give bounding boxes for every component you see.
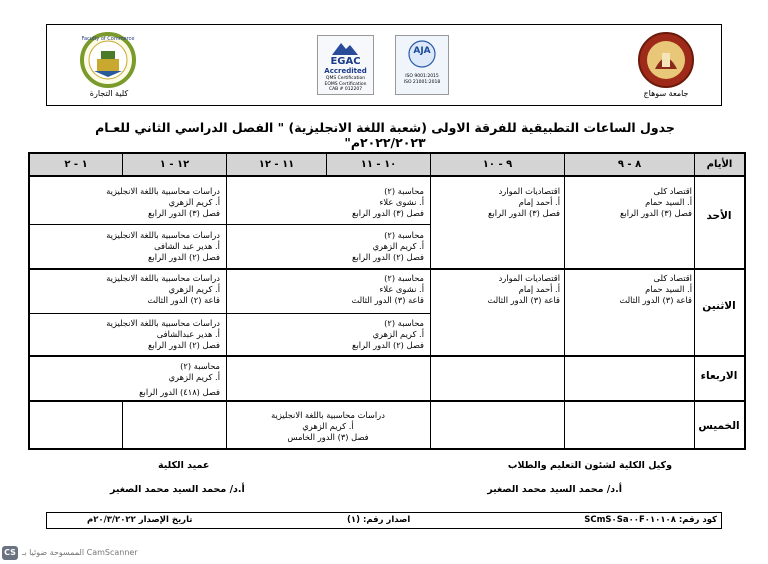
egac-lines: QMS Certification EOMS Certification CAB # 012207 [324, 76, 367, 92]
session-mon-english-accounting-a: دراسات محاسبية باللغة الانجليزية أ. كريم الزهري قاعة (٢) الدور الثالث [106, 273, 220, 305]
aja-certificate [395, 35, 449, 95]
day-sunday: الأحد [706, 210, 732, 222]
document-code: كود رقم: SCmS٠Sa٠٠F٠١٠١٠٨ [584, 515, 717, 525]
col-header-11-12: ١١ - ١٢ [226, 154, 326, 175]
faculty-of-commerce-logo [77, 31, 139, 89]
day-thursday: الخميس [698, 420, 740, 432]
right-logo-label: جامعة سوهاج [643, 89, 689, 98]
session-thu-english-accounting: دراسات محاسبية باللغة الانجليزية أ. كريم الزهري فصل (٣) الدور الخامس [271, 410, 385, 442]
egac-title: EGAC [330, 56, 361, 67]
session-mon-accounting-a: محاسبة (٢) أ. نشوى علاء قاعة (٣) الدور الثالث [351, 273, 424, 305]
egac-subtitle: Accredited [324, 67, 367, 75]
session-wed-accounting: محاسبة (٢) أ. كريم الزهري فصل (٤١٨) الدور الرابع [139, 361, 220, 397]
session-sun-resources: اقتصاديات الموارد أ. أحمد إمام فصل (٣) الدور الرابع [488, 186, 560, 218]
document-footer [46, 512, 722, 529]
session-mon-accounting-b: محاسبة (٢) أ. كريم الزهري فصل (٢) الدور الرابع [352, 318, 424, 350]
sohag-university-logo [637, 31, 695, 89]
day-monday: الاثنين [702, 300, 736, 312]
header-box [46, 24, 722, 106]
session-mon-resources: اقتصاديات الموارد أ. أحمد إمام قاعة (٣) الدور الثالث [487, 273, 560, 305]
day-wednesday: الاربعاء [700, 370, 738, 382]
schedule-table [28, 152, 746, 450]
aja-title: AJA [413, 46, 431, 56]
dean-name: أ.د/ محمد السيد محمد الصغير [110, 484, 245, 495]
session-mon-macro: اقتصاد كلى أ. السيد حمام قاعة (٣) الدور الثالث [619, 273, 692, 305]
session-sun-accounting-a: محاسبة (٢) أ. نشوى علاء فصل (٣) الدور الرابع [352, 186, 424, 218]
col-header-8-9: ٨ - ٩ [564, 154, 694, 175]
session-mon-english-accounting-b: دراسات محاسبية باللغة الانجليزية أ. هدير عبدالشافى فصل (٢) الدور الرابع [106, 318, 220, 350]
schedule-title: جدول الساعات التطبيقية للفرقة الاولى (شعبة اللغة الانجليزية) " الفصل الدراسي الثاني للعـام ٢٠٢٢/٢٠٢٣م" [95, 120, 675, 150]
logo-ring-text: Faculty of Commerce [81, 36, 135, 42]
col-header-1-2: ١ - ٢ [30, 154, 122, 175]
vice-dean-title: وكيل الكلية لشئون التعليم والطلاب [507, 460, 672, 471]
left-logo-label: كلية التجارة [89, 89, 129, 98]
dean-title: عميد الكلية [158, 460, 210, 471]
session-sun-accounting-b: محاسبة (٢) أ. كريم الزهري فصل (٢) الدور الرابع [352, 230, 424, 262]
session-sun-english-accounting-b: دراسات محاسبية باللغة الانجليزية أ. هدير عبد الشافى فصل (٢) الدور الرابع [106, 230, 220, 262]
col-header-days: الأيام [694, 154, 744, 175]
egac-certificate [317, 35, 374, 95]
col-header-12-1: ١٢ - ١ [122, 154, 226, 175]
session-sun-english-accounting-a: دراسات محاسبية باللغة الانجليزية أ. كريم الزهري فصل (٣) الدور الرابع [106, 186, 220, 218]
col-header-10-11: ١٠ - ١١ [326, 154, 430, 175]
camscanner-logo: CS [2, 546, 18, 560]
aja-lines: ISO 9001:2015 ISO 21001:2018 [403, 74, 441, 85]
issue-date: تاريخ الإصدار ٢٠/٣/٢٠٢٢م [87, 515, 193, 525]
col-header-9-10: ٩ - ١٠ [430, 154, 564, 175]
document-version: اصدار رقم: (١) [347, 515, 411, 525]
vice-dean-name: أ.د/ محمد السيد محمد الصغير [487, 484, 622, 495]
mountain-icon [332, 39, 358, 55]
session-sun-macro: اقتصاد كلى أ. السيد حمام فصل (٣) الدور الرابع [620, 186, 692, 218]
camscanner-watermark: الممسوحة ضوئيا بـ CamScanner [22, 548, 138, 557]
